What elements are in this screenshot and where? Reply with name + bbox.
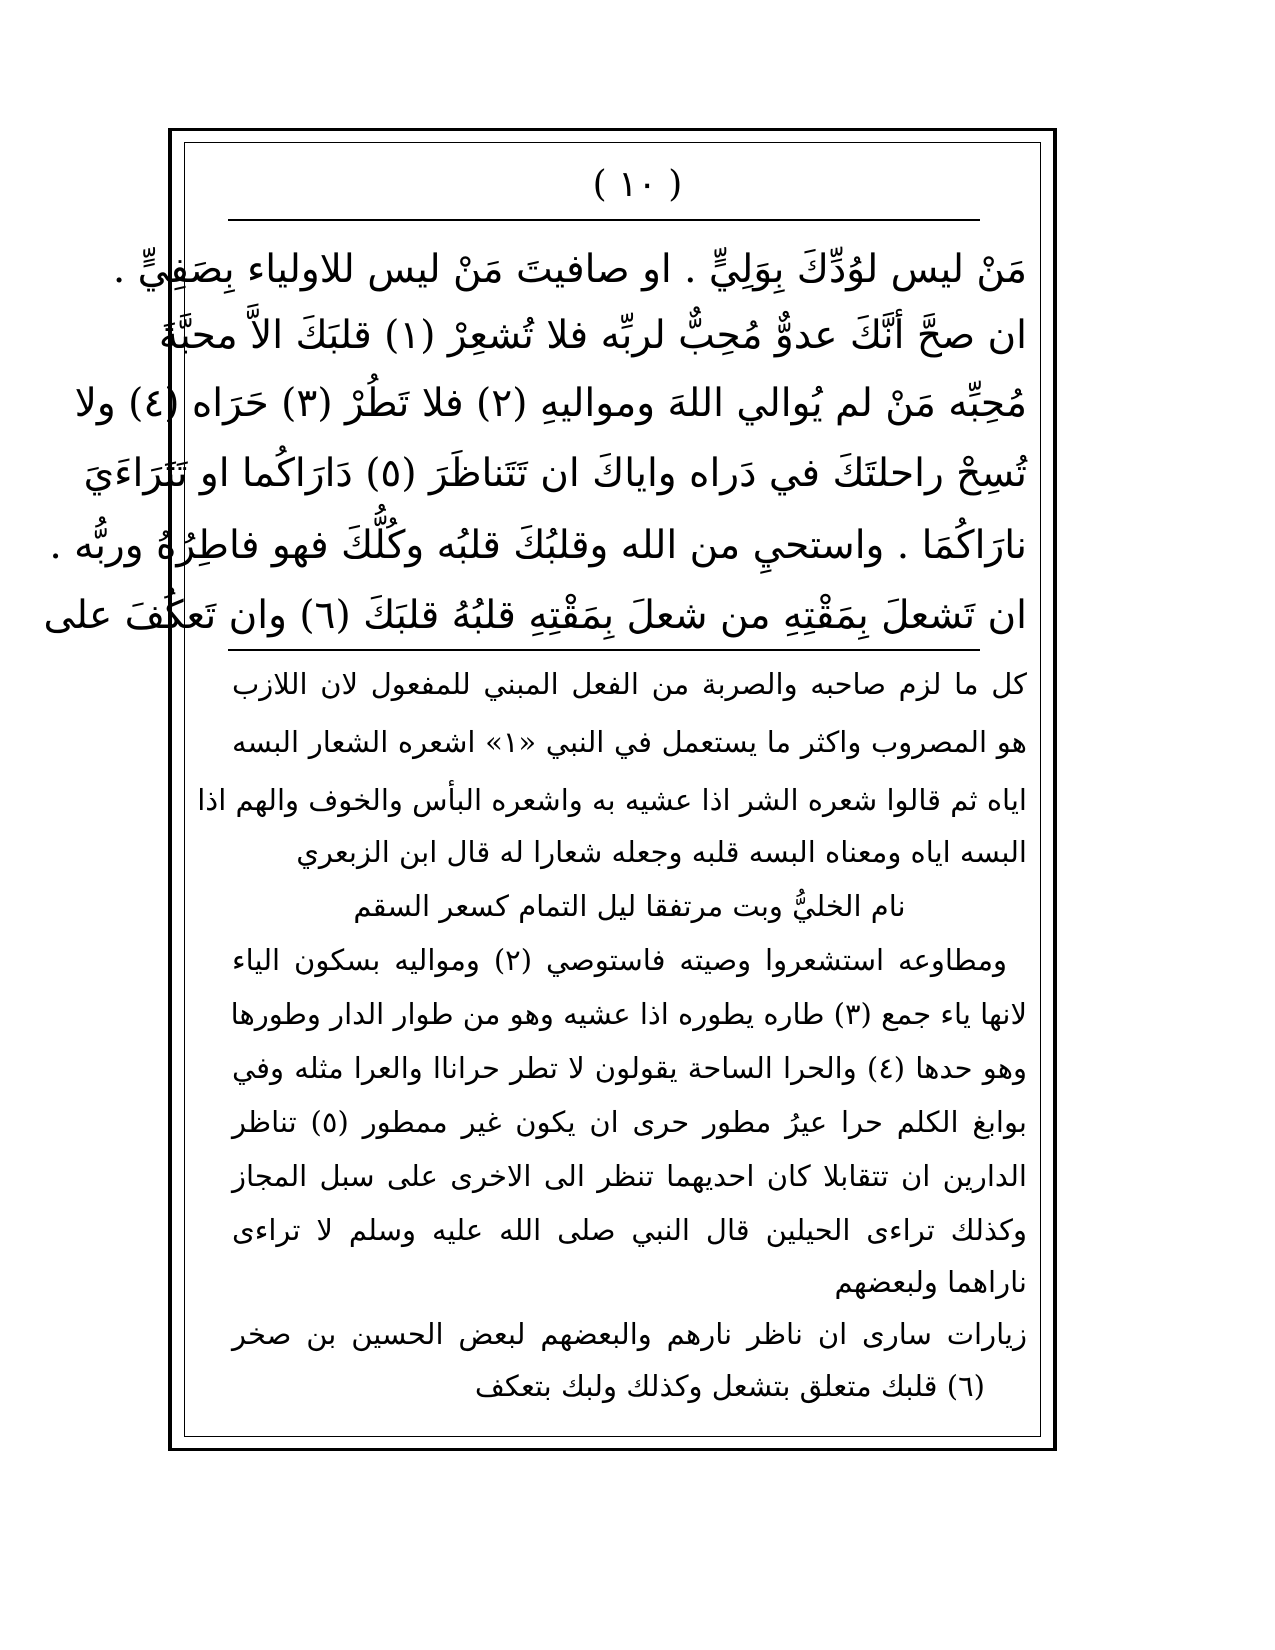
footnote-line: ناراهما ولبعضهم: [834, 1265, 1027, 1299]
footnote-line: وهو حدها (٤) والحرا الساحة يقولون لا تطر حراناا والعرا مثله وفي: [232, 1051, 1027, 1085]
page-number: ( ١٠ ): [592, 164, 683, 205]
main-text-line: ان صحَّ أنَّكَ عدوٌّ مُحِبٌّ لربِّه فلا تُشعِرْ (١) قلبَكَ الاَّ محبَّةَ: [158, 313, 1027, 358]
footnote-line: وكذلك تراءى الحيلين قال النبي صلى الله عليه وسلم لا تراءى: [232, 1213, 1027, 1247]
header-rule: [228, 219, 980, 221]
footnote-line: اياه ثم قالوا شعره الشر اذا عشيه به واشعره البأس والخوف والهم اذا: [197, 783, 1027, 817]
footnote-line: ومطاوعه استشعروا وصيته فاستوصي (٢) ومواليه بسكون الياء: [232, 943, 1007, 977]
footnote-line: (٦) قلبك متعلق بتشعل وكذلك ولبك بتعكف: [474, 1369, 985, 1403]
footnote-line: بوابغ الكلم حرا عيرُ مطور حرى ان يكون غير ممطور (٥) تناظر: [232, 1105, 1027, 1139]
main-text-line: ان تَشعلَ بِمَقْتِهِ من شعلَ بِمَقْتِهِ قلبُهُ قلبَكَ (٦) وان تَعكُفَ على: [43, 593, 1027, 638]
footnote-line: زيارات سارى ان ناظر نارهم والبعضهم لبعض الحسين بن صخر: [232, 1317, 1027, 1351]
notes-rule: [228, 649, 980, 651]
footnote-line: الدارين ان تتقابلا كان احديهما تنظر الى الاخرى على سبل المجاز: [232, 1159, 1027, 1193]
footnote-line: لانها ياء جمع (٣) طاره يطوره اذا عشيه وهو من طوار الدار وطورها: [230, 997, 1027, 1031]
footnote-verse: نام الخليُّ وبت مرتفقا ليل التمام كسعر السقم: [353, 889, 906, 923]
main-text-line: مَنْ ليس لوُدِّكَ بِوَلِيٍّ . او صافيتَ مَنْ ليس للاولياء بِصَفِيٍّ .: [112, 247, 1027, 292]
footnote-line: كل ما لزم صاحبه والصربة من الفعل المبني للمفعول لان اللازب: [232, 667, 1027, 701]
main-text-line: نارَاكُمَا . واستحيِ من الله وقلبُكَ قلبُه وكُلُّكَ فهو فاطِرُهُ وربُّه .: [49, 523, 1027, 568]
footnote-line: هو المصروب واكثر ما يستعمل في النبي «١» اشعره الشعار البسه: [232, 725, 1027, 759]
main-text-line: مُحِبِّه مَنْ لم يُوالي اللهَ ومواليهِ (٢) فلا تَطُرْ (٣) حَرَاه (٤) ولا: [74, 381, 1027, 426]
main-text-line: تُسِحْ راحلتَكَ في دَراه واياكَ ان تَتَناظَرَ (٥) دَارَاكُما او تَتَرَاءَيَ: [83, 451, 1027, 496]
footnote-line: البسه اياه ومعناه البسه قلبه وجعله شعارا له قال ابن الزبعري: [296, 835, 1027, 869]
